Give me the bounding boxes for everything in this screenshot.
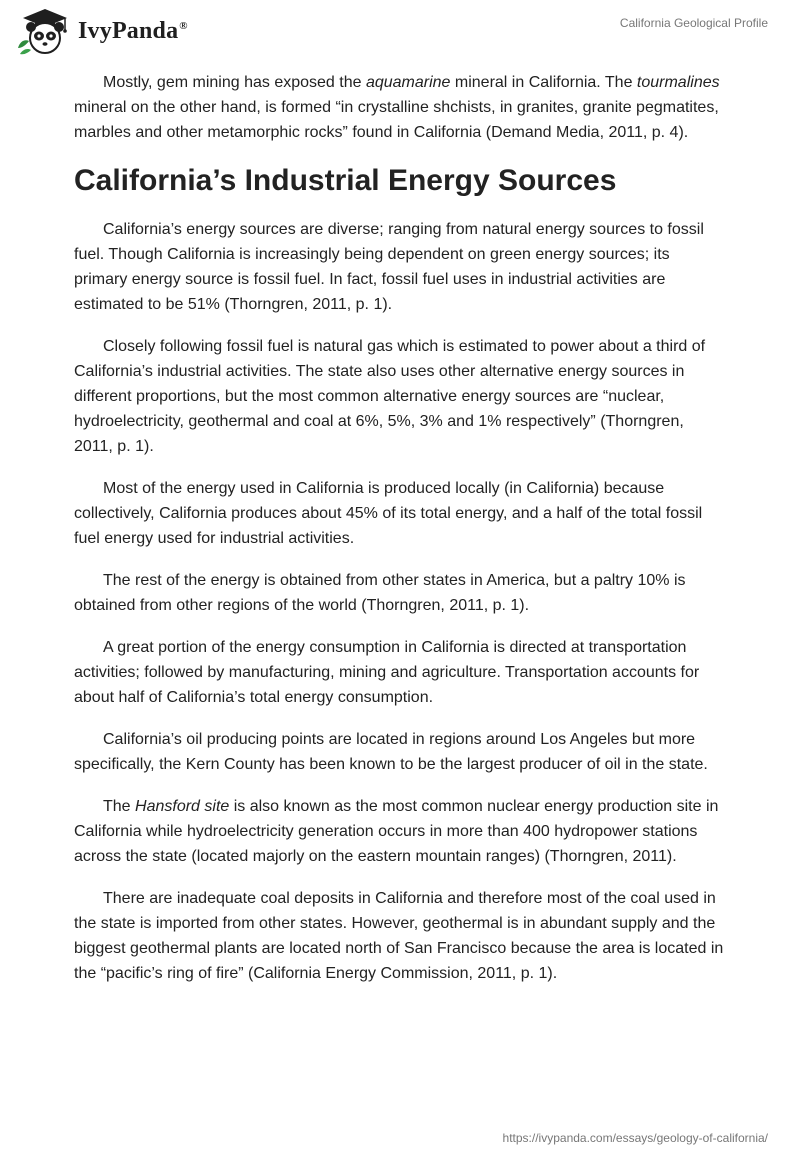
- page-header: [0, 0, 800, 64]
- paragraph: There are inadequate coal deposits in California and therefore most of the coal used in the state is imported from other states. However, geothermal is in abundant supply and the biggest geothermal plants are located north of San Francisco because the area is located in the “pacific’s ring of fire” (California Energy Commission, 2011, p. 1).: [74, 890, 724, 982]
- paragraph: Closely following fossil fuel is natural gas which is estimated to power about a third of California’s industrial activities. The state also uses other alternative energy sources in different proportions, but the most common alternative energy sources are “nuclear, hydroelectricity, geothermal and coal at 6%, 5%, 3% and 1% respectively” (Thorngren, 2011, p. 1).: [74, 338, 706, 455]
- panda-logo-icon[interactable]: [14, 8, 76, 56]
- paragraph: Most of the energy used in California is produced locally (in California) because collectively, California produces about 45% of its total energy, and a half of the total fossil fuel energy used for industrial activities.: [74, 480, 703, 547]
- paragraph: A great portion of the energy consumption in California is directed at transportation activities; followed by manufacturing, mining and agriculture. Transportation accounts for about half of California’s total energy consumption.: [74, 639, 700, 706]
- source-url[interactable]: https://ivypanda.com/essays/geology-of-california/: [502, 1131, 768, 1145]
- intro-paragraph: Mostly, gem mining has exposed the aquamarine mineral in California. The tourmalines mineral on the other hand, is formed “in crystalline shchists, in granites, granite pegmatites, marbles and other metamorphic rocks” found in California (Demand Media, 2011, p. 4).: [74, 74, 720, 141]
- brand-name[interactable]: IvyPanda®: [78, 18, 188, 44]
- paragraph: California’s energy sources are diverse; ranging from natural energy sources to fossil fuel. Though California is increasingly being dependent on green energy sources; its primary energy source is fossil fuel. In fact, fossil fuel uses in industrial activities are estimated to be 51% (Thorngren, 2011, p. 1).: [74, 221, 704, 313]
- paragraph: The rest of the energy is obtained from other states in America, but a paltry 10% is obtained from other regions of the world (Thorngren, 2011, p. 1).: [74, 572, 686, 614]
- document-title: California Geological Profile: [619, 16, 768, 30]
- paragraph: California’s oil producing points are located in regions around Los Angeles but more specifically, the Kern County has been known to be the largest producer of oil in the state.: [74, 731, 708, 773]
- paragraph: The Hansford site is also known as the most common nuclear energy production site in California while hydroelectricity generation occurs in more than 400 hydropower stations across the state (located majorly on the eastern mountain ranges) (Thorngren, 2011).: [74, 798, 719, 865]
- essay-content: [74, 70, 724, 1003]
- section-heading: California’s Industrial Energy Sources: [74, 164, 617, 197]
